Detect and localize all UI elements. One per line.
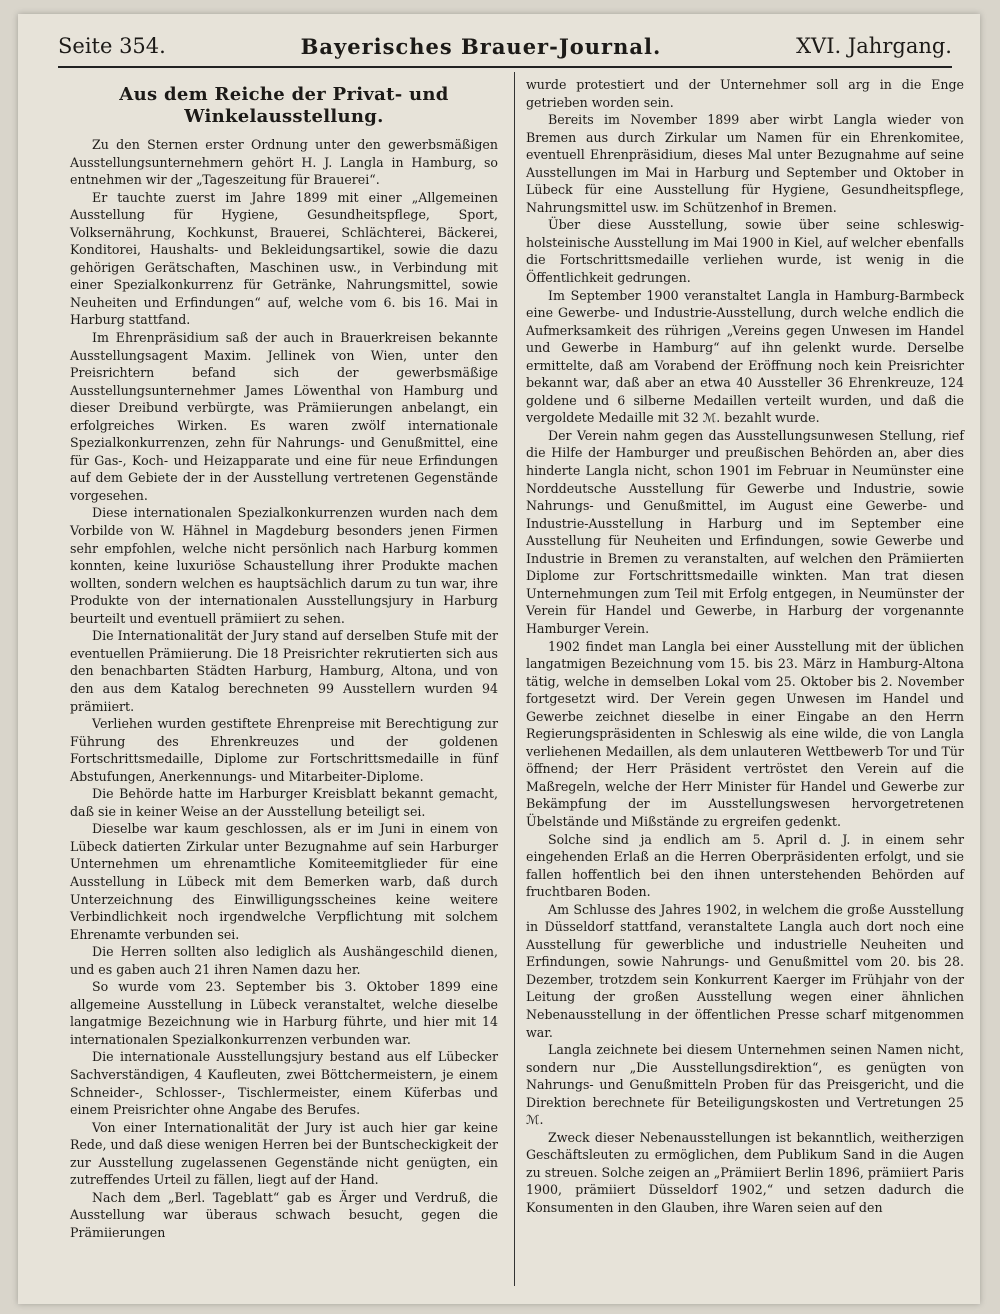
paragraph: Von einer Internationalität der Jury ist auch hier gar keine Rede, und daß diese wenigen Herren bei der Buntscheckigkeit der zur Ausstellung zugelassenen Gegenstände nicht genügten, ein zutreffendes Urteil zu fällen, liegt auf der Hand. bbox=[70, 1119, 498, 1188]
newspaper-page bbox=[18, 14, 980, 1304]
paragraph: Verliehen wurden gestiftete Ehrenpreise mit Berechtigung zur Führung des Ehrenkreuzes und der goldenen Fortschrittsmedaille, Diplome zur Fortschrittsmedaille in fünf Abstufungen, Anerkennungs- und Mitarbeiter-Diplome. bbox=[70, 716, 498, 784]
paragraph: Er tauchte zuerst im Jahre 1899 mit einer „Allgemeinen Ausstellung für Hygiene, Gesundheitspflege, Sport, Volksernährung, Kochkunst, Brauerei, Schlächterei, Bäckerei, Konditorei, Haushalts- und Bekleidungsartikel, sowie die dazu gehörigen Gerätschaften, Maschinen usw., in Verbindung mit einer Spezialkonkurrenz für Getränke, Nahrungsmittel, sowie Neuheiten und Erfindungen“ auf, welche vom 6. bis 16. Mai in Harburg stattfand. bbox=[70, 189, 498, 328]
article-title: Aus dem Reiche der Privat- und Winkelausstellung. bbox=[119, 84, 449, 127]
paragraph: Der Verein nahm gegen das Ausstellungsunwesen Stellung, rief die Hilfe der Hamburger und preußischen Behörden an, aber dies hinderte Langla nicht, schon 1901 im Februar in Neumünster eine Norddeutsche Ausstellung für Gewerbe und Industrie, sowie Nahrungs- und Genußmittel, im August eine Gewerbe- und Industrie-Ausstellung in Harburg und im September eine Ausstellung für Neuheiten und Erfindungen, sowie Gewerbe und Industrie in Bremen zu veranstalten, auf welchen den Prämiierten Diplome zur Fortschrittsmedaille winkten. Man trat diesen Unternehmungen zum Teil mit Erfolg entgegen, in Neumünster der Verein für Handel und Gewerbe, in Harburg der vorgenannte Hamburger Verein. bbox=[526, 427, 964, 636]
paragraph: Am Schlusse des Jahres 1902, in welchem die große Ausstellung in Düsseldorf stattfand, veranstaltete Langla auch dort noch eine Ausstellung für gewerbliche und industrielle Neuheiten und Erfindungen, sowie Nahrungs- und Genußmittel vom 20. bis 28. Dezember, trotzdem sein Konkurrent Kaerger im Frühjahr von der Leitung der großen Ausstellung wegen einer ähnlichen Nebenausstellung in der öffentlichen Presse scharf mitgenommen war. bbox=[526, 901, 964, 1040]
left-column bbox=[70, 74, 498, 1241]
paragraph: Im September 1900 veranstaltet Langla in Hamburg-Barmbeck eine Gewerbe- und Industrie-Ausstellung, durch welche endlich die Aufmerksamkeit des rührigen „Vereins gegen Unwesen im Handel und Gewerbe in Hamburg“ auf ihn gelenkt wurde. Derselbe ermittelte, daß am Vorabend der Eröffnung noch kein Preisrichter bekannt war, daß aber an etwa 40 Aussteller 36 Ehrenkreuze, 124 goldene und 6 silberne Medaillen verteilt wurden, und daß die vergoldete Medaille mit 32 ℳ. bezahlt wurde. bbox=[526, 287, 964, 426]
paragraph: Über diese Ausstellung, sowie über seine schleswig-holsteinische Ausstellung im Mai 1900 in Kiel, auf welcher ebenfalls die Fortschrittsmedaille verliehen wurde, ist wenig in die Öffentlichkeit gedrungen. bbox=[526, 217, 964, 286]
volume-label: XVI. Jahrgang. bbox=[796, 34, 952, 58]
paragraph: Die internationale Ausstellungsjury bestand aus elf Lübecker Sachverständigen, 4 Kaufleuten, zwei Böttchermeistern, je einem Schneider-, Schlosser-, Tischlermeister, einem Küferbas und einem Preisrichter ohne Angabe des Berufes. bbox=[70, 1049, 498, 1118]
paragraph: Im Ehrenpräsidium saß der auch in Brauerkreisen bekannte Ausstellungsagent Maxim. Jellinek von Wien, unter den Preisrichtern befand sich der gewerbsmäßige Ausstellungsunternehmer James Löwenthal von Hamburg und dieser Dreibund verbürgte, was Prämiierungen anbelangt, ein erfolgreiches Wirken. Es waren zwölf internationale Spezialkonkurrenzen, zehn für Nahrungs- und Genußmittel, eine für Gas-, Koch- und Heizapparate und eine für neue Erfindungen auf dem Gebiete der in der Ausstellung vertretenen Gegenstände vorgesehen. bbox=[70, 330, 498, 503]
header-rule bbox=[58, 66, 952, 68]
paragraph: So wurde vom 23. September bis 3. Oktober 1899 eine allgemeine Ausstellung in Lübeck veranstaltet, welche dieselbe langatmige Bezeichnung wie in Harburg führte, und hier mit 14 internationalen Spezialkonkurrenzen verbunden war. bbox=[70, 979, 498, 1047]
paragraph: 1902 findet man Langla bei einer Ausstellung mit der üblichen langatmigen Bezeichnung vom 15. bis 23. März in Hamburg-Altona tätig, welche in demselben Lokal vom 25. Oktober bis 2. November fortgesetzt wird. Der Verein gegen Unwesen im Handel und Gewerbe zeichnet dieselbe in einer Eingabe an den Herrn Regierungspräsidenten in Schleswig als eine wilde, die von Langla verliehenen Medaillen, als dem unlauteren Wettbewerb Tor und Tür öffnend; der Herr Präsident vertröstet den Verein auf die Maßregeln, welche der Herr Minister für Handel und Gewerbe zur Bekämpfung der im Ausstellungswesen hervorgetretenen Übelstände und Mißstände zu ergreifen gedenkt. bbox=[526, 638, 964, 829]
paragraph: Die Behörde hatte im Harburger Kreisblatt bekannt gemacht, daß sie in keiner Weise an der Ausstellung beteiligt sei. bbox=[70, 786, 498, 819]
paragraph: Diese internationalen Spezialkonkurrenzen wurden nach dem Vorbilde von W. Hähnel in Magdeburg besonders jenen Firmen sehr empfohlen, welche nicht persönlich nach Harburg kommen konnten, keine luxuriöse Schaustellung ihrer Produkte machen wollten, sondern welchen es hauptsächlich darum zu tun war, ihre Produkte von der internationalen Ausstellungsjury in Harburg beurteilt und eventuell prämiiert zu sehen. bbox=[70, 505, 498, 626]
paragraph: Zweck dieser Nebenausstellungen ist bekanntlich, weitherzigen Geschäftsleuten zu ermöglichen, dem Publikum Sand in die Augen zu streuen. Solche zeigen an „Prämiiert Berlin 1896, prämiiert Paris 1900, prämiiert Düsseldorf 1902,“ und setzen dadurch die Konsumenten in den Glauben, ihre Waren seien auf den bbox=[526, 1129, 964, 1215]
right-column bbox=[526, 76, 964, 1217]
column-divider bbox=[514, 72, 515, 1286]
paragraph: Zu den Sternen erster Ordnung unter den gewerbsmäßigen Ausstellungsunternehmern gehört H. J. Langla in Hamburg, so entnehmen wir der „Tageszeitung für Brauerei“. bbox=[70, 137, 498, 188]
page-number: Seite 354. bbox=[58, 34, 166, 58]
paragraph: Bereits im November 1899 aber wirbt Langla wieder von Bremen aus durch Zirkular um Namen für ein Ehrenkomitee, eventuell Ehrenpräsidium, dieses Mal unter Bezugnahme auf seine Ausstellungen im Mai in Harburg und September und Oktober in Lübeck für eine Ausstellung für Hygiene, Gesundheitspflege, Nahrungsmittel usw. im Schützenhof in Bremen. bbox=[526, 112, 964, 215]
paragraph: Nach dem „Berl. Tageblatt“ gab es Ärger und Verdruß, die Ausstellung war überaus schwach besucht, gegen die Prämiierungen bbox=[70, 1189, 498, 1240]
paragraph: wurde protestiert und der Unternehmer soll arg in die Enge getrieben worden sein. bbox=[526, 77, 964, 110]
paragraph: Die Herren sollten also lediglich als Aushängeschild dienen, und es gaben auch 21 ihren Namen dazu her. bbox=[70, 944, 498, 977]
paragraph: Die Internationalität der Jury stand auf derselben Stufe mit der eventuellen Prämiierung. Die 18 Preisrichter rekrutierten sich aus den benachbarten Städten Harburg, Hamburg, Altona, und von den aus dem Katalog berechneten 99 Ausstellern wurden 94 prämiiert. bbox=[70, 628, 498, 714]
page-header bbox=[58, 28, 952, 64]
paragraph: Solche sind ja endlich am 5. April d. J. in einem sehr eingehenden Erlaß an die Herren Oberpräsidenten erfolgt, und sie fallen hoffentlich bei den ihnen unterstehenden Behörden auf fruchtbaren Boden. bbox=[526, 831, 964, 900]
paragraph: Dieselbe war kaum geschlossen, als er im Juni in einem von Lübeck datierten Zirkular unter Bezugnahme auf sein Harburger Unternehmen um ehrenamtliche Komiteemitglieder für eine Ausstellung in Lübeck mit dem Bemerken warb, daß durch Unterzeichnung des Einwilligungsscheines keine weitere Verbindlichkeit noch irgendwelche Verpflichtung mit solchem Ehrenamte verbunden sei. bbox=[70, 821, 498, 942]
journal-title: Bayerisches Brauer-Journal. bbox=[300, 33, 662, 59]
paragraph: Langla zeichnete bei diesem Unternehmen seinen Namen nicht, sondern nur „Die Ausstellungsdirektion“, es genügten von Nahrungs- und Genußmitteln Proben für das Preisgericht, und die Direktion berechnete für Beteiligungskosten und Vertretungen 25 ℳ. bbox=[526, 1042, 964, 1128]
